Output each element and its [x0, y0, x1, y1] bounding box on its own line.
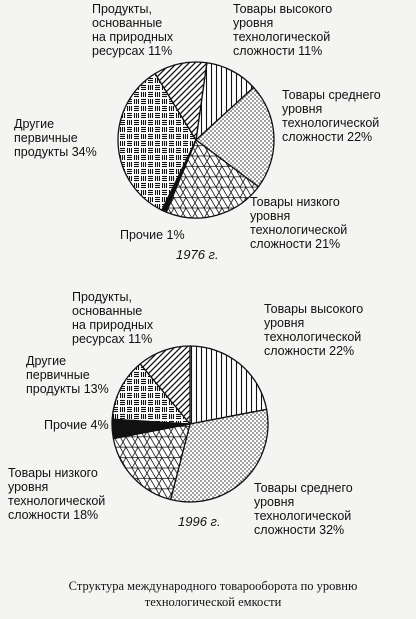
label-1976-natural-resources: Продукты, основанные на природных ресурсах 11% — [92, 2, 174, 58]
label-1996-natural-resources: Продукты, основанные на природных ресурсах 11% — [72, 290, 154, 346]
label-1996-other: Прочие 4% — [44, 418, 109, 432]
pie-1996 — [112, 346, 268, 502]
label-1976-other: Прочие 1% — [120, 228, 185, 242]
year-label-1976: 1976 г. — [176, 247, 219, 262]
year-label-1996: 1996 г. — [178, 514, 221, 529]
label-1996-high-tech: Товары высокого уровня технологической сложности 22% — [264, 302, 364, 358]
label-1996-medium-tech: Товары среднего уровня технологической сложности 32% — [254, 481, 353, 537]
label-1996-low-tech: Товары низкого уровня технологической сложности 18% — [8, 466, 106, 522]
label-1976-low-tech: Товары низкого уровня технологической сложности 21% — [250, 195, 348, 251]
label-1976-medium-tech: Товары среднего уровня технологической сложности 22% — [282, 88, 381, 144]
figure-caption: Структура международного товарооборота по уровню технологической емкости — [68, 579, 358, 609]
label-1976-other-primary: Другие первичные продукты 34% — [14, 117, 97, 159]
label-1996-other-primary: Другие первичные продукты 13% — [26, 354, 109, 396]
label-1976-high-tech: Товары высокого уровня технологической сложности 11% — [233, 2, 333, 58]
